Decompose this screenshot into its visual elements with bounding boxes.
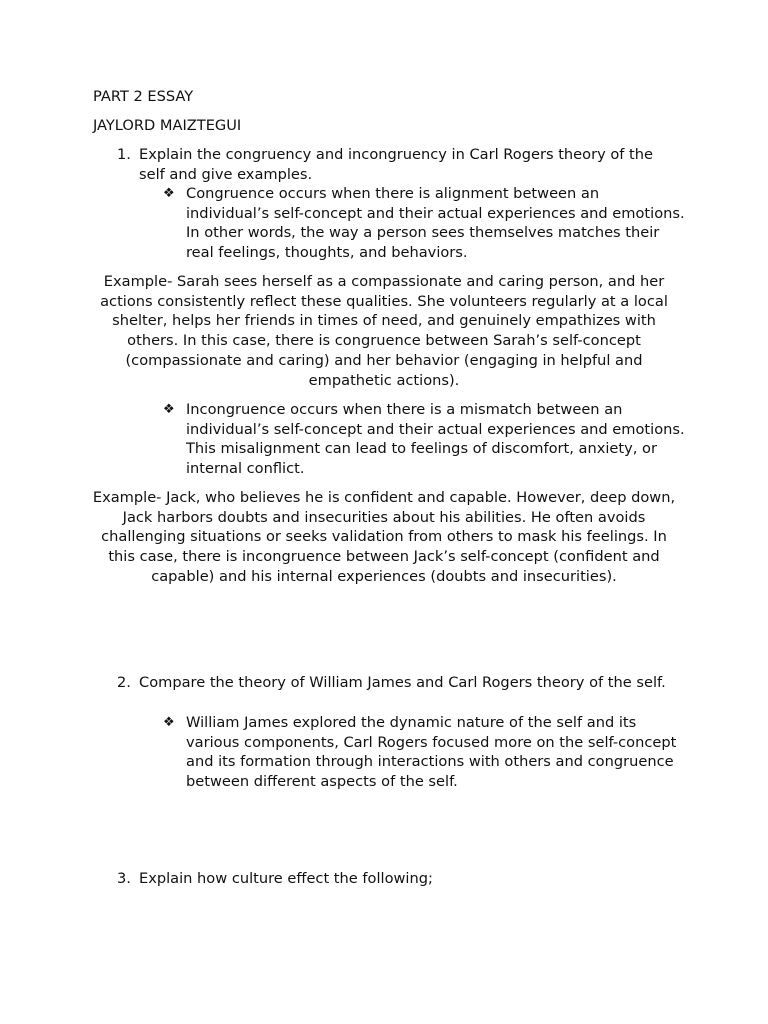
author-name: JAYLORD MAIZTEGUI xyxy=(93,117,242,134)
james-rogers-comparison: William James explored the dynamic nature of the self and its various components, Carl Rogers focused more on the self-concept and its formation through interactions with others and congruence between different aspects of the self. xyxy=(186,714,677,791)
question-2-number: 2. xyxy=(117,674,131,691)
congruence-definition: Congruence occurs when there is alignment between an individual’s self-concept and their actual experiences and emotions. In other words, the way a person sees themselves matches their real feelings, thoughts, and behaviors. xyxy=(186,185,685,262)
question-2-text: Compare the theory of William James and Carl Rogers theory of the self. xyxy=(139,674,666,691)
document-title: PART 2 ESSAY xyxy=(93,88,194,105)
diamond-bullet-icon: ❖ xyxy=(163,186,175,201)
question-1-number: 1. xyxy=(117,146,131,163)
question-3-number: 3. xyxy=(117,870,131,887)
congruence-example: Example- Sarah sees herself as a compassionate and caring person, and her actions consistently reflect these qualities. She volunteers regularly at a local shelter, helps her friends in times of need, and genuinely empathizes with others. In this case, there is congruence between Sarah’s self-concept (compassionate and caring) and her behavior (engaging in helpful and empathetic actions). xyxy=(100,273,668,389)
question-1-text: Explain the congruency and incongruency in Carl Rogers theory of the self and give examples. xyxy=(139,146,654,183)
incongruence-definition: Incongruence occurs when there is a mismatch between an individual’s self-concept and their actual experiences and emotions. This misalignment can lead to feelings of discomfort, anxiety, or internal conflict. xyxy=(186,401,685,478)
diamond-bullet-icon: ❖ xyxy=(163,402,175,417)
diamond-bullet-icon: ❖ xyxy=(163,715,175,730)
question-3-text: Explain how culture effect the following; xyxy=(139,870,433,887)
incongruence-example: Example- Jack, who believes he is confident and capable. However, deep down, Jack harbors doubts and insecurities about his abilities. He often avoids challenging situations or seeks validation from others to mask his feelings. In this case, there is incongruence between Jack’s self-concept (confident and capable) and his internal experiences (doubts and insecurities). xyxy=(92,489,676,585)
